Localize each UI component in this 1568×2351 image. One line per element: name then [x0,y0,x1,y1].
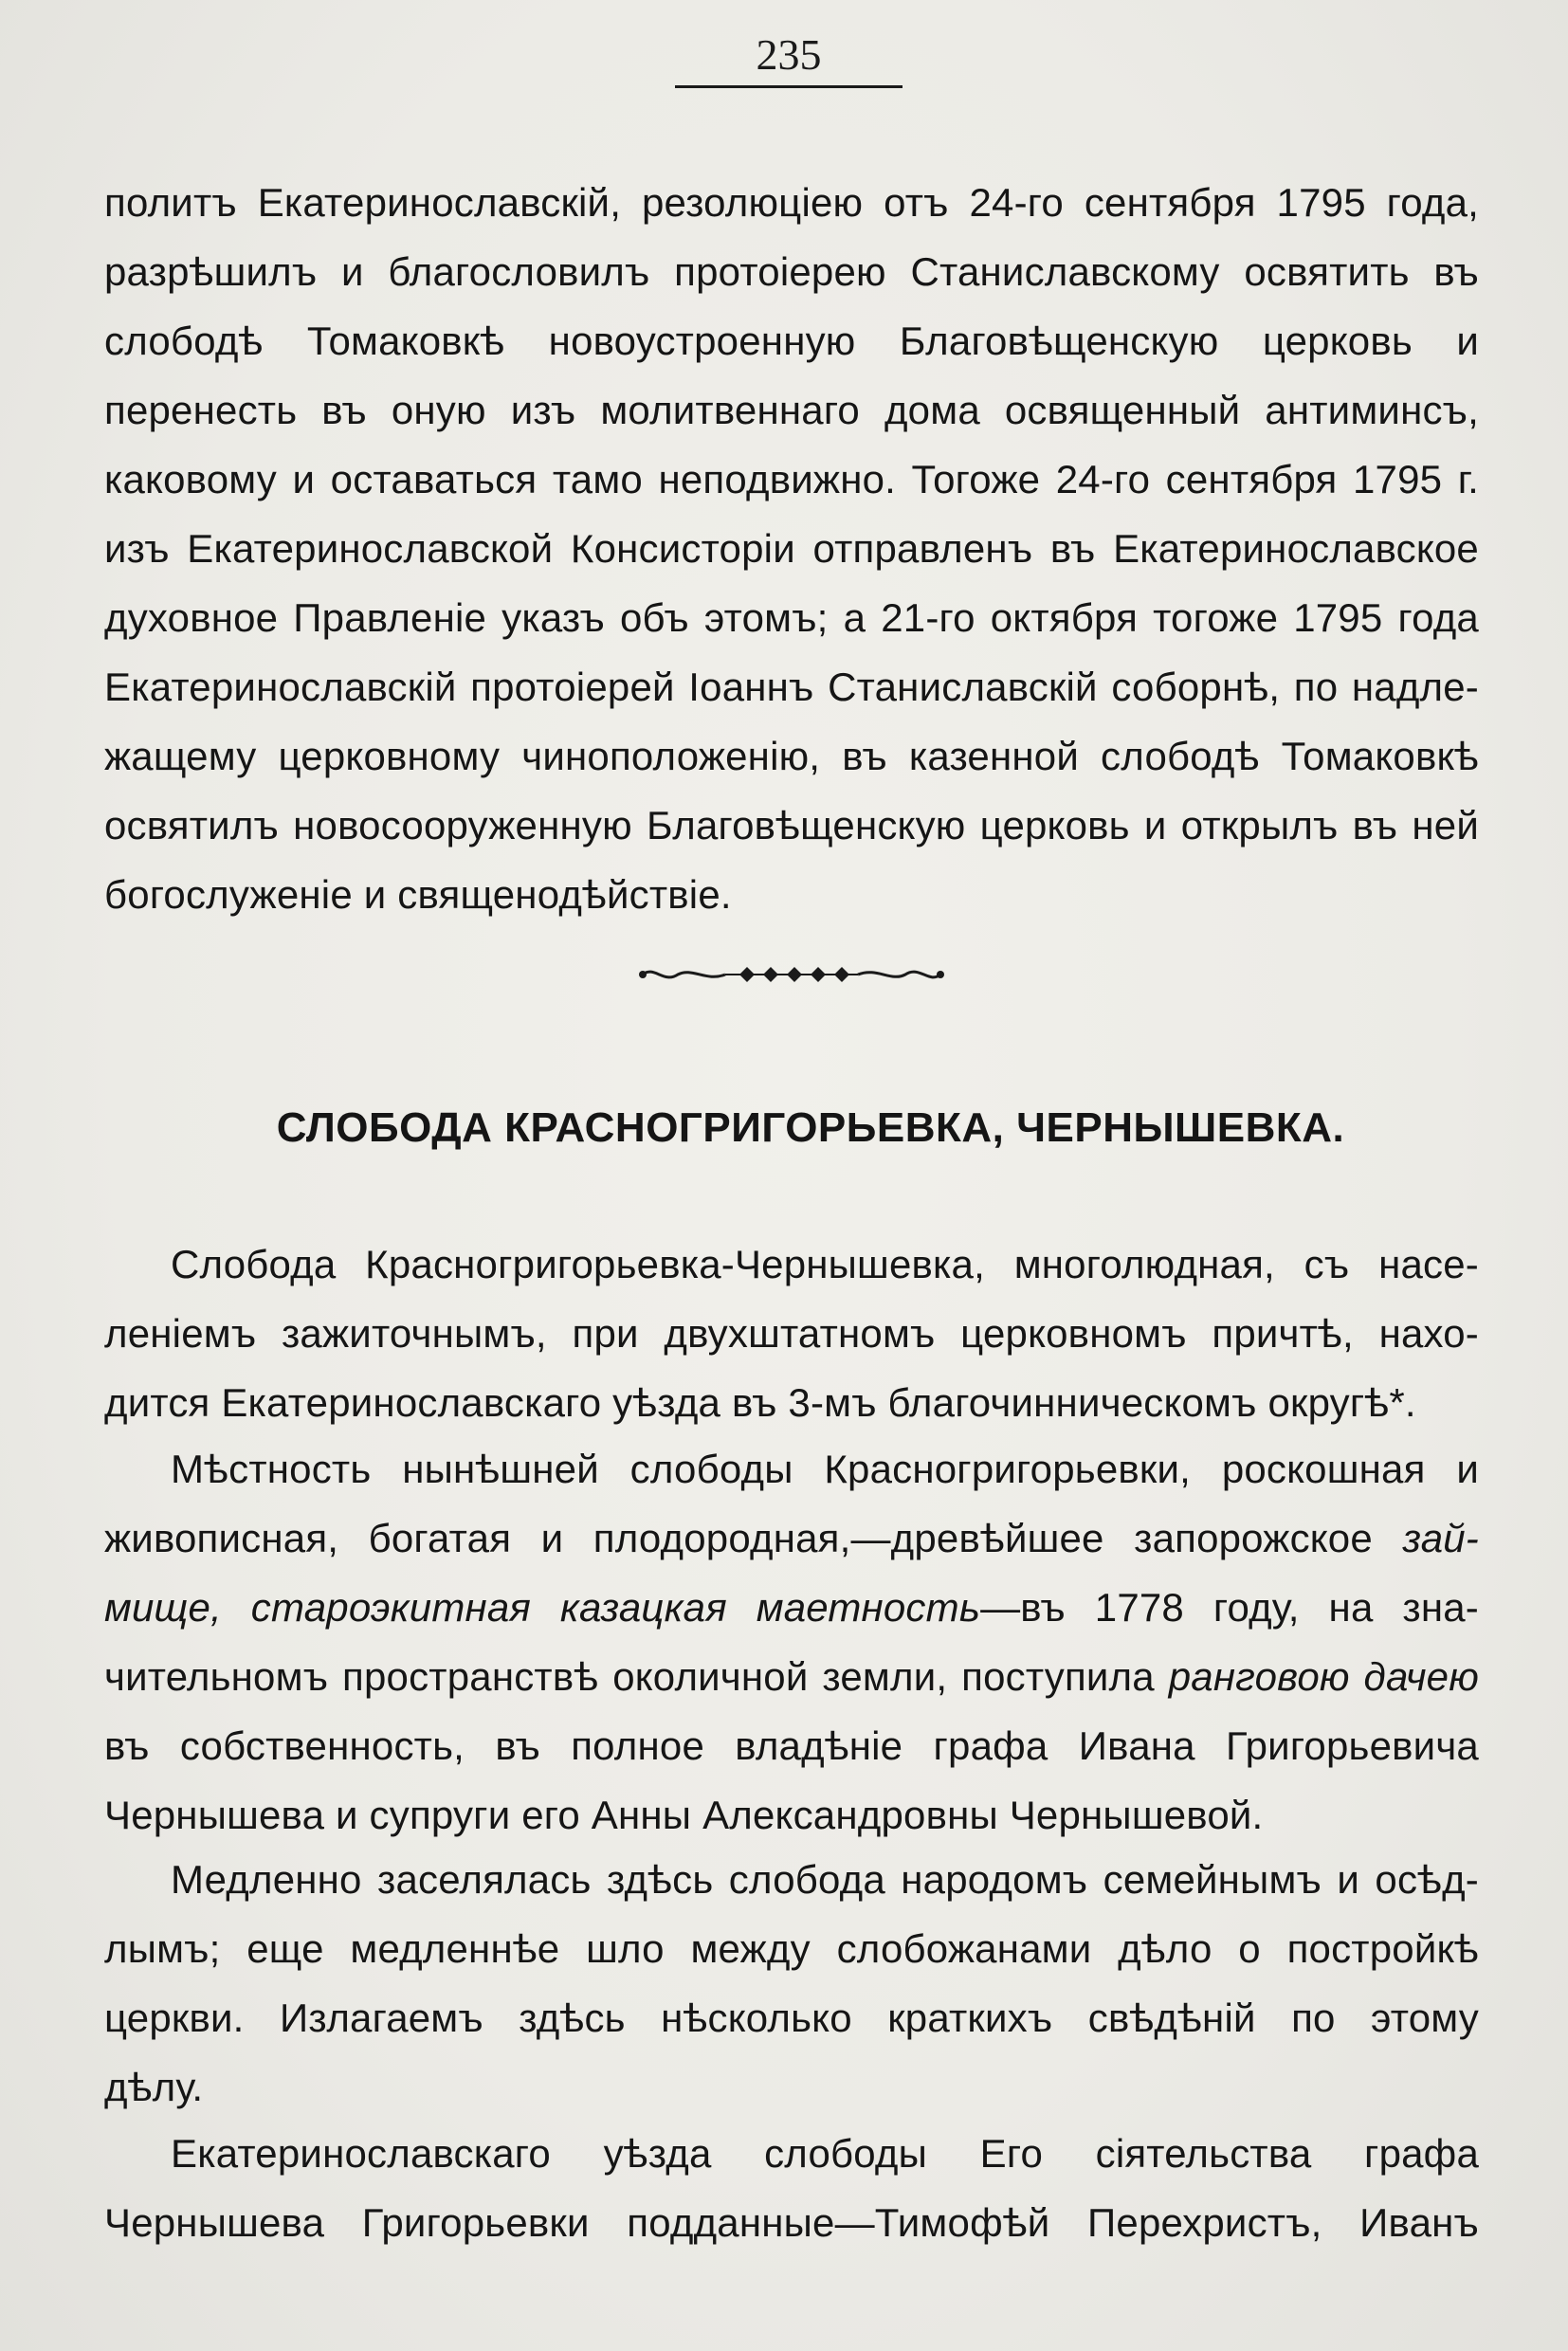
text-line: жащему церковному чиноположенію, въ казенной слободѣ Томаковкѣ [104,734,1479,778]
italic-text: ранговою дачею [1168,1654,1479,1699]
page-number: 235 [756,30,822,79]
italic-text: зай- [1402,1516,1479,1560]
text-segment: чительномъ пространствѣ околичной земли, поступила [104,1654,1169,1699]
text-line: Чернышева Григорьевки подданные—Тимофѣй Перехристъ, Иванъ [104,2200,1479,2245]
text-line [104,1504,1479,1573]
paragraph-4 [104,2119,1479,2257]
section-heading: СЛОБОДА КРАСНОГРИГОРЬЕВКА, ЧЕРНЫШЕВКА. [276,1104,1345,1151]
text-line: дѣлу. [104,2065,204,2109]
text-line: богослуженіе и священодѣйствіе. [104,872,732,917]
ornament-divider-icon [635,956,948,990]
page-number-underline [675,85,903,88]
text-segment: —въ 1778 году, на зна- [980,1585,1479,1630]
text-line: Екатеринославскій протоіерей Іоаннъ Станиславскій соборнѣ, по надле- [104,665,1479,709]
text-line: леніемъ зажиточнымъ, при двухштатномъ церковномъ причтѣ, нахо- [104,1311,1479,1356]
text-line: Медленно заселялась здѣсь слобода народомъ семейнымъ и осѣд- [171,1857,1479,1902]
text-line [104,1642,1479,1711]
text-line: перенесть въ оную изъ молитвеннаго дома освященный антиминсъ, [104,388,1479,432]
text-line: изъ Екатеринославской Консисторіи отправленъ въ Екатеринославское [104,526,1479,571]
paragraph-1 [104,1230,1479,1437]
text-line: лымъ; еще медленнѣе шло между слобожанами дѣло о постройкѣ [104,1926,1479,1971]
text-line: въ собственность, въ полное владѣніе графа Ивана Григорьевича [104,1723,1479,1768]
text-line: Чернышева и супруги его Анны Александровны Чернышевой. [104,1793,1264,1837]
italic-text: мище, староэкитная казацкая маетность [104,1585,981,1630]
text-line: Слобода Красногригорьевка-Чернышевка, многолюдная, съ насе- [171,1242,1479,1286]
text-line: освятилъ новосооруженную Благовѣщенскую церковь и открылъ въ ней [104,803,1479,847]
text-line: Екатеринославскаго уѣзда слободы Его сіятельства графа [171,2131,1479,2176]
text-line: слободѣ Томаковкѣ новоустроенную Благовѣщенскую церковь и [104,319,1479,363]
text-line: разрѣшилъ и благословилъ протоіерею Станиславскому освятить въ [104,249,1479,294]
text-segment: живописная, богатая и плодородная,—древѣйшее запорожское [104,1516,1403,1560]
text-line: церкви. Излагаемъ здѣсь нѣсколько краткихъ свѣдѣній по этому [104,1996,1479,2040]
paragraph-2 [104,1434,1479,1850]
text-line: политъ Екатеринославскій, резолюціею отъ 24-го сентября 1795 года, [104,180,1479,225]
text-line: Мѣстность нынѣшней слободы Красногригорьевки, роскошная и [171,1447,1479,1491]
continuation-paragraph [104,168,1479,929]
text-line: духовное Правленіе указъ объ этомъ; а 21-го октября тогоже 1795 года [104,595,1479,640]
paragraph-3 [104,1845,1479,2122]
text-line: дится Екатеринославскаго уѣзда въ 3-мъ благочинническомъ округѣ*. [104,1380,1416,1425]
text-line: каковому и оставаться тамо неподвижно. Тогоже 24-го сентября 1795 г. [104,457,1479,501]
text-line [104,1573,1479,1642]
